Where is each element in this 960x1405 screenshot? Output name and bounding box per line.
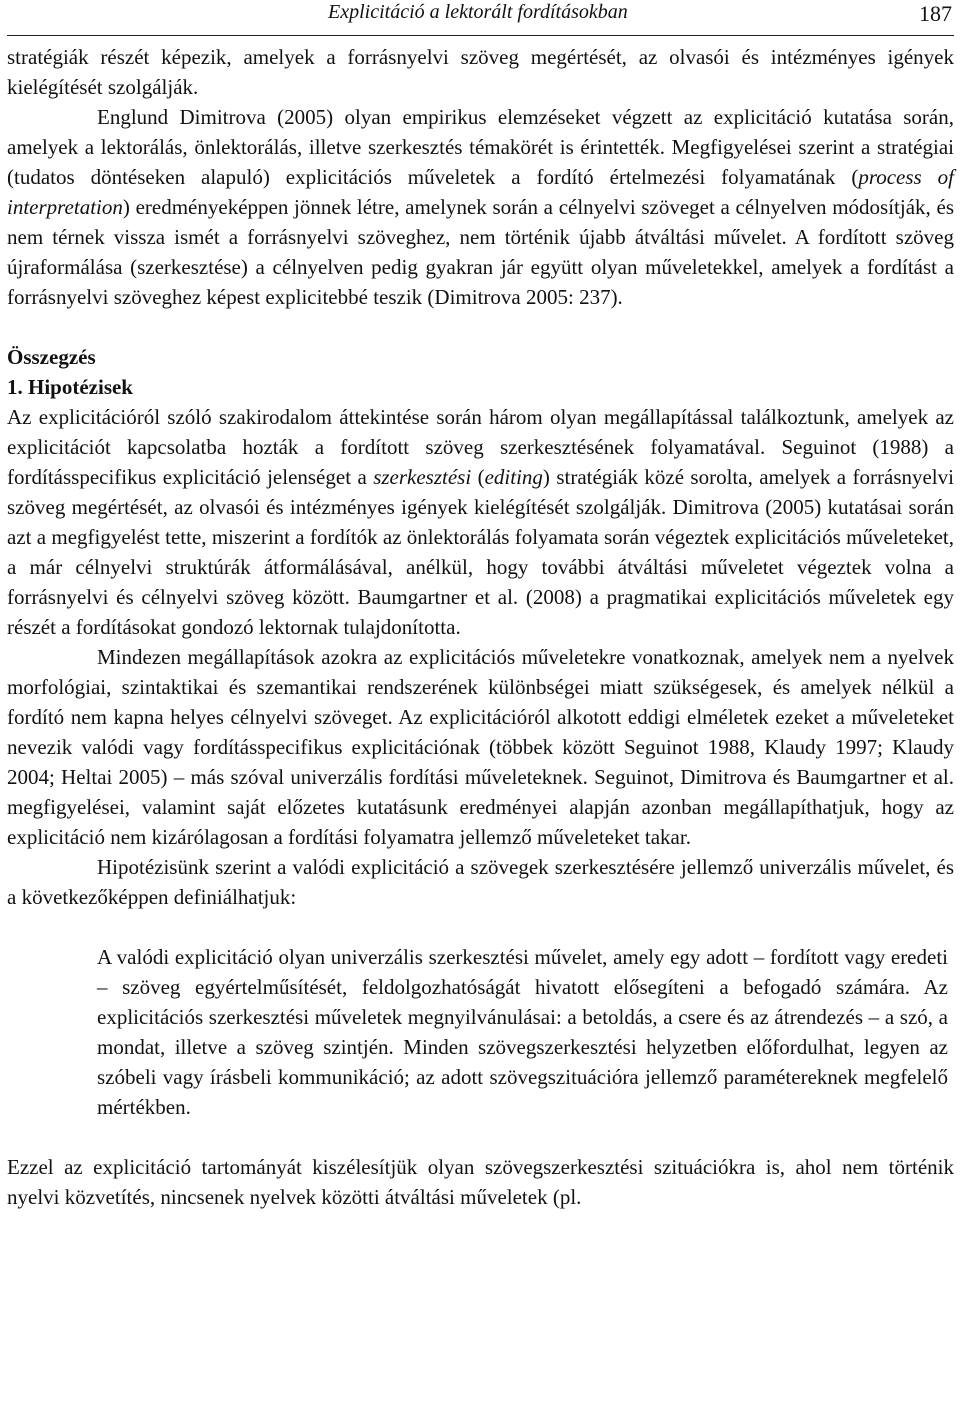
paragraph-conclusion: [7, 1152, 954, 1212]
paragraph-text: stratégiák részét képezik, amelyek a forrásnyelvi szöveg megértését, az olvasói és intézményes igények kielégítését szolgálják.: [7, 45, 954, 99]
italic-term: editing: [484, 465, 543, 489]
paragraph-text: Az explicitációról szóló szakirodalom áttekintése során három olyan megállapítással találkoztunk, amelyek az explicitációt kapcsolatba hozták a fordított szöveg szerkesztésének folyamatával. Seguinot (1988) a fordításspecifikus explicitáció jelenséget a: [7, 405, 954, 489]
page-number: 187: [919, 1, 952, 26]
running-title: Explicitáció a lektorált fordításokban: [328, 1, 628, 23]
paragraph-text: Mindezen megállapítások azokra az explicitációs műveletekre vonatkoznak, amelyek nem a nyelvek morfológiai, szintaktikai és szemantikai rendszerének különbségei miatt szükségesek, és amelyek nélkül a fordító nem kapna helyes célnyelvi szöveget. Az explicitációról alkotott eddigi elméletek ezeket a műveleteket nevezik valódi vagy fordításspecifikus explicitációnak (többek között Seguinot 1988, Klaudy 1997; Klaudy 2004; Heltai 2005) ‒ más szóval univerzális fordítási műveleteknek. Seguinot, Dimitrova és Baumgartner et al. megfigyelései, valamint saját előzetes kutatásunk eredményei alapján azonban megállapíthatjuk, hogy az explicitáció nem kizárólagosan a fordítási folyamatra jellemző műveleteket takar.: [7, 645, 954, 849]
paragraph-summary: [7, 402, 954, 642]
paragraph-text: (: [471, 465, 485, 489]
section-title: Összegzés: [7, 345, 96, 369]
paragraph-text: Hipotézisünk szerint a valódi explicitáció a szövegek szerkesztésére jellemző univerzális művelet, és a következőképpen definiálhatjuk:: [7, 855, 954, 909]
subsection-title: 1. Hipotézisek: [7, 375, 133, 399]
italic-term: process of interpretation: [7, 165, 954, 219]
paragraph-findings: [7, 642, 954, 852]
quote-text: A valódi explicitáció olyan univerzális szerkesztési művelet, amely egy adott ‒ fordított vagy eredeti ‒ szöveg egyértelműsítését, feldolgozhatóságát hivatott elősegíteni a befogadó számára. Az explicitációs szerkesztési műveletek megnyilvánulásai: a betoldás, a csere és az átrendezés ‒ a szó, a mondat, illetve a szöveg szintjén. Minden szövegszerkesztési helyzetben előfordulhat, legyen az szóbeli vagy írásbeli kommunikáció; az adott szövegszituációra jellemző paramétereknek megfelelő mértékben.: [97, 945, 948, 1119]
document-page: [7, 0, 954, 1212]
paragraph-continuation: [7, 42, 954, 102]
paragraph-text: Ezzel az explicitáció tartományát kiszélesítjük olyan szövegszerkesztési szituációkra is, ahol nem történik nyelvi közvetítés, nincsenek nyelvek közötti átváltási műveletek (pl.: [7, 1155, 954, 1209]
page-header: [7, 0, 954, 36]
paragraph-text: ) stratégiák közé sorolta, amelyek a forrásnyelvi szöveg megértését, az olvasói és intézményes igények kielégítését szolgálják. Dimitrova (2005) kutatásai során azt a megfigyelést tette, miszerint a fordítók az önlektorálás folyamata során végeztek explicitációs műveleteket, a már célnyelvi struktúrák átformálásával, anélkül, hogy további átváltási műveletet végeztek volna a forrásnyelvi és célnyelvi szöveg között. Baumgartner et al. (2008) a pragmatikai explicitációs műveletek egy részét a fordításokat gondozó lektornak tulajdonította.: [7, 465, 954, 639]
italic-term: szerkesztési: [373, 465, 472, 489]
paragraph-dimitrova: [7, 102, 954, 312]
paragraph-text: ) eredményeképpen jönnek létre, amelynek során a célnyelvi szöveget a célnyelven módosítják, és nem térnek vissza ismét a forrásnyelvi szöveghez, nem történik újabb átváltási művelet. A fordított szöveg újraformálása (szerkesztése) a célnyelven pedig gyakran jár együtt olyan műveletekkel, amelyek a fordítást a forrásnyelvi szöveghez képest explicitebbé teszik (Dimitrova 2005: 237).: [7, 195, 954, 309]
definition-quote: [97, 942, 948, 1122]
body-text: [7, 42, 954, 1212]
paragraph-hypothesis: [7, 852, 954, 912]
paragraph-text: Englund Dimitrova (2005) olyan empirikus elemzéseket végzett az explicitáció kutatása során, amelyek a lektorálás, önlektorálás, illetve szerkesztés témakörét is érintették. Megfigyelései szerint a stratégiai (tudatos döntéseken alapuló) explicitációs műveletek a fordító értelmezési folyamatának (: [7, 105, 954, 189]
